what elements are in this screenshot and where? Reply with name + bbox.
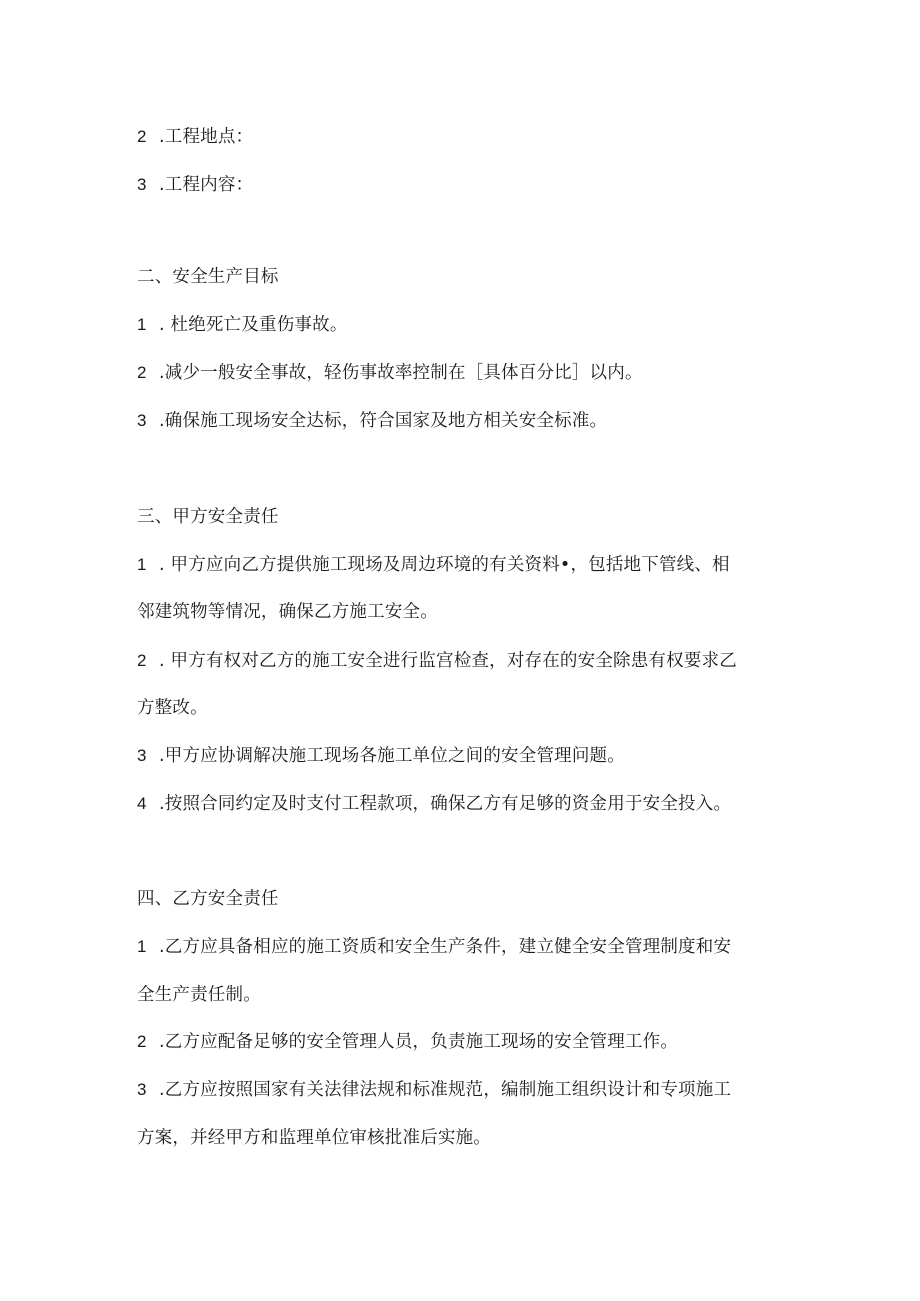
- section-heading-party-a: 三、甲方安全责任: [137, 507, 279, 527]
- project-content-line: [137, 174, 253, 196]
- list-text: . 甲方应向乙方提供施工现场及周边环境的有关资料•，包括地下管线、相: [159, 555, 730, 575]
- list-item: [137, 745, 625, 767]
- list-text: .按照合同约定及时支付工程款项，确保乙方有足够的资金用于安全投入。: [159, 794, 732, 814]
- list-number: 2: [137, 363, 147, 382]
- list-text: .乙方应配备足够的安全管理人员，负责施工现场的安全管理工作。: [159, 1032, 679, 1052]
- section-heading-party-b: 四、乙方安全责任: [137, 889, 279, 909]
- list-number: 3: [137, 411, 147, 430]
- list-number: 3: [137, 746, 147, 765]
- section-heading-safety-goals: 二、安全生产目标: [137, 267, 279, 287]
- list-text: .确保施工现场安全达标，符合国家及地方相关安全标准。: [159, 411, 608, 431]
- list-text: .乙方应按照国家有关法律法规和标准规范，编制施工组织设计和专项施工: [159, 1080, 732, 1100]
- list-text: . 杜绝死亡及重伤事故。: [159, 315, 348, 335]
- list-item: [137, 554, 730, 576]
- list-number: 4: [137, 794, 147, 813]
- list-item: [137, 1031, 678, 1053]
- list-number: 2: [137, 1032, 147, 1051]
- list-item: [137, 650, 737, 672]
- list-number: 2: [137, 127, 147, 146]
- list-number: 3: [137, 175, 147, 194]
- project-location-line: [137, 126, 253, 148]
- list-item-continuation: 方整改。: [137, 698, 208, 718]
- list-number: 1: [137, 937, 147, 956]
- list-item: [137, 362, 643, 384]
- list-item: [137, 936, 731, 958]
- list-number: 1: [137, 315, 147, 334]
- list-item: [137, 793, 731, 815]
- list-text: .工程地点：: [159, 127, 254, 147]
- list-text: .减少一般安全事故，轻伤事故率控制在［具体百分比］以内。: [159, 363, 643, 383]
- list-text: . 甲方有权对乙方的施工安全进行监宫检查，对存在的安全除患有权要求乙: [159, 651, 737, 671]
- list-item-continuation: 全生产责任制。: [137, 985, 261, 1005]
- list-item: [137, 1079, 731, 1101]
- list-item-continuation: 方案，并经甲方和监理单位审核批准后实施。: [137, 1128, 491, 1148]
- list-number: 3: [137, 1080, 147, 1099]
- list-item: [137, 314, 348, 336]
- list-number: 2: [137, 651, 147, 670]
- list-number: 1: [137, 555, 147, 574]
- list-item: [137, 410, 607, 432]
- list-text: .工程内容：: [159, 175, 254, 195]
- list-text: .甲方应协调解决施工现场各施工单位之间的安全管理问题。: [159, 746, 625, 766]
- list-text: .乙方应具备相应的施工资质和安全生产条件，建立健全安全管理制度和安: [159, 937, 732, 957]
- list-item-continuation: 邻建筑物等情况，确保乙方施工安全。: [137, 602, 438, 622]
